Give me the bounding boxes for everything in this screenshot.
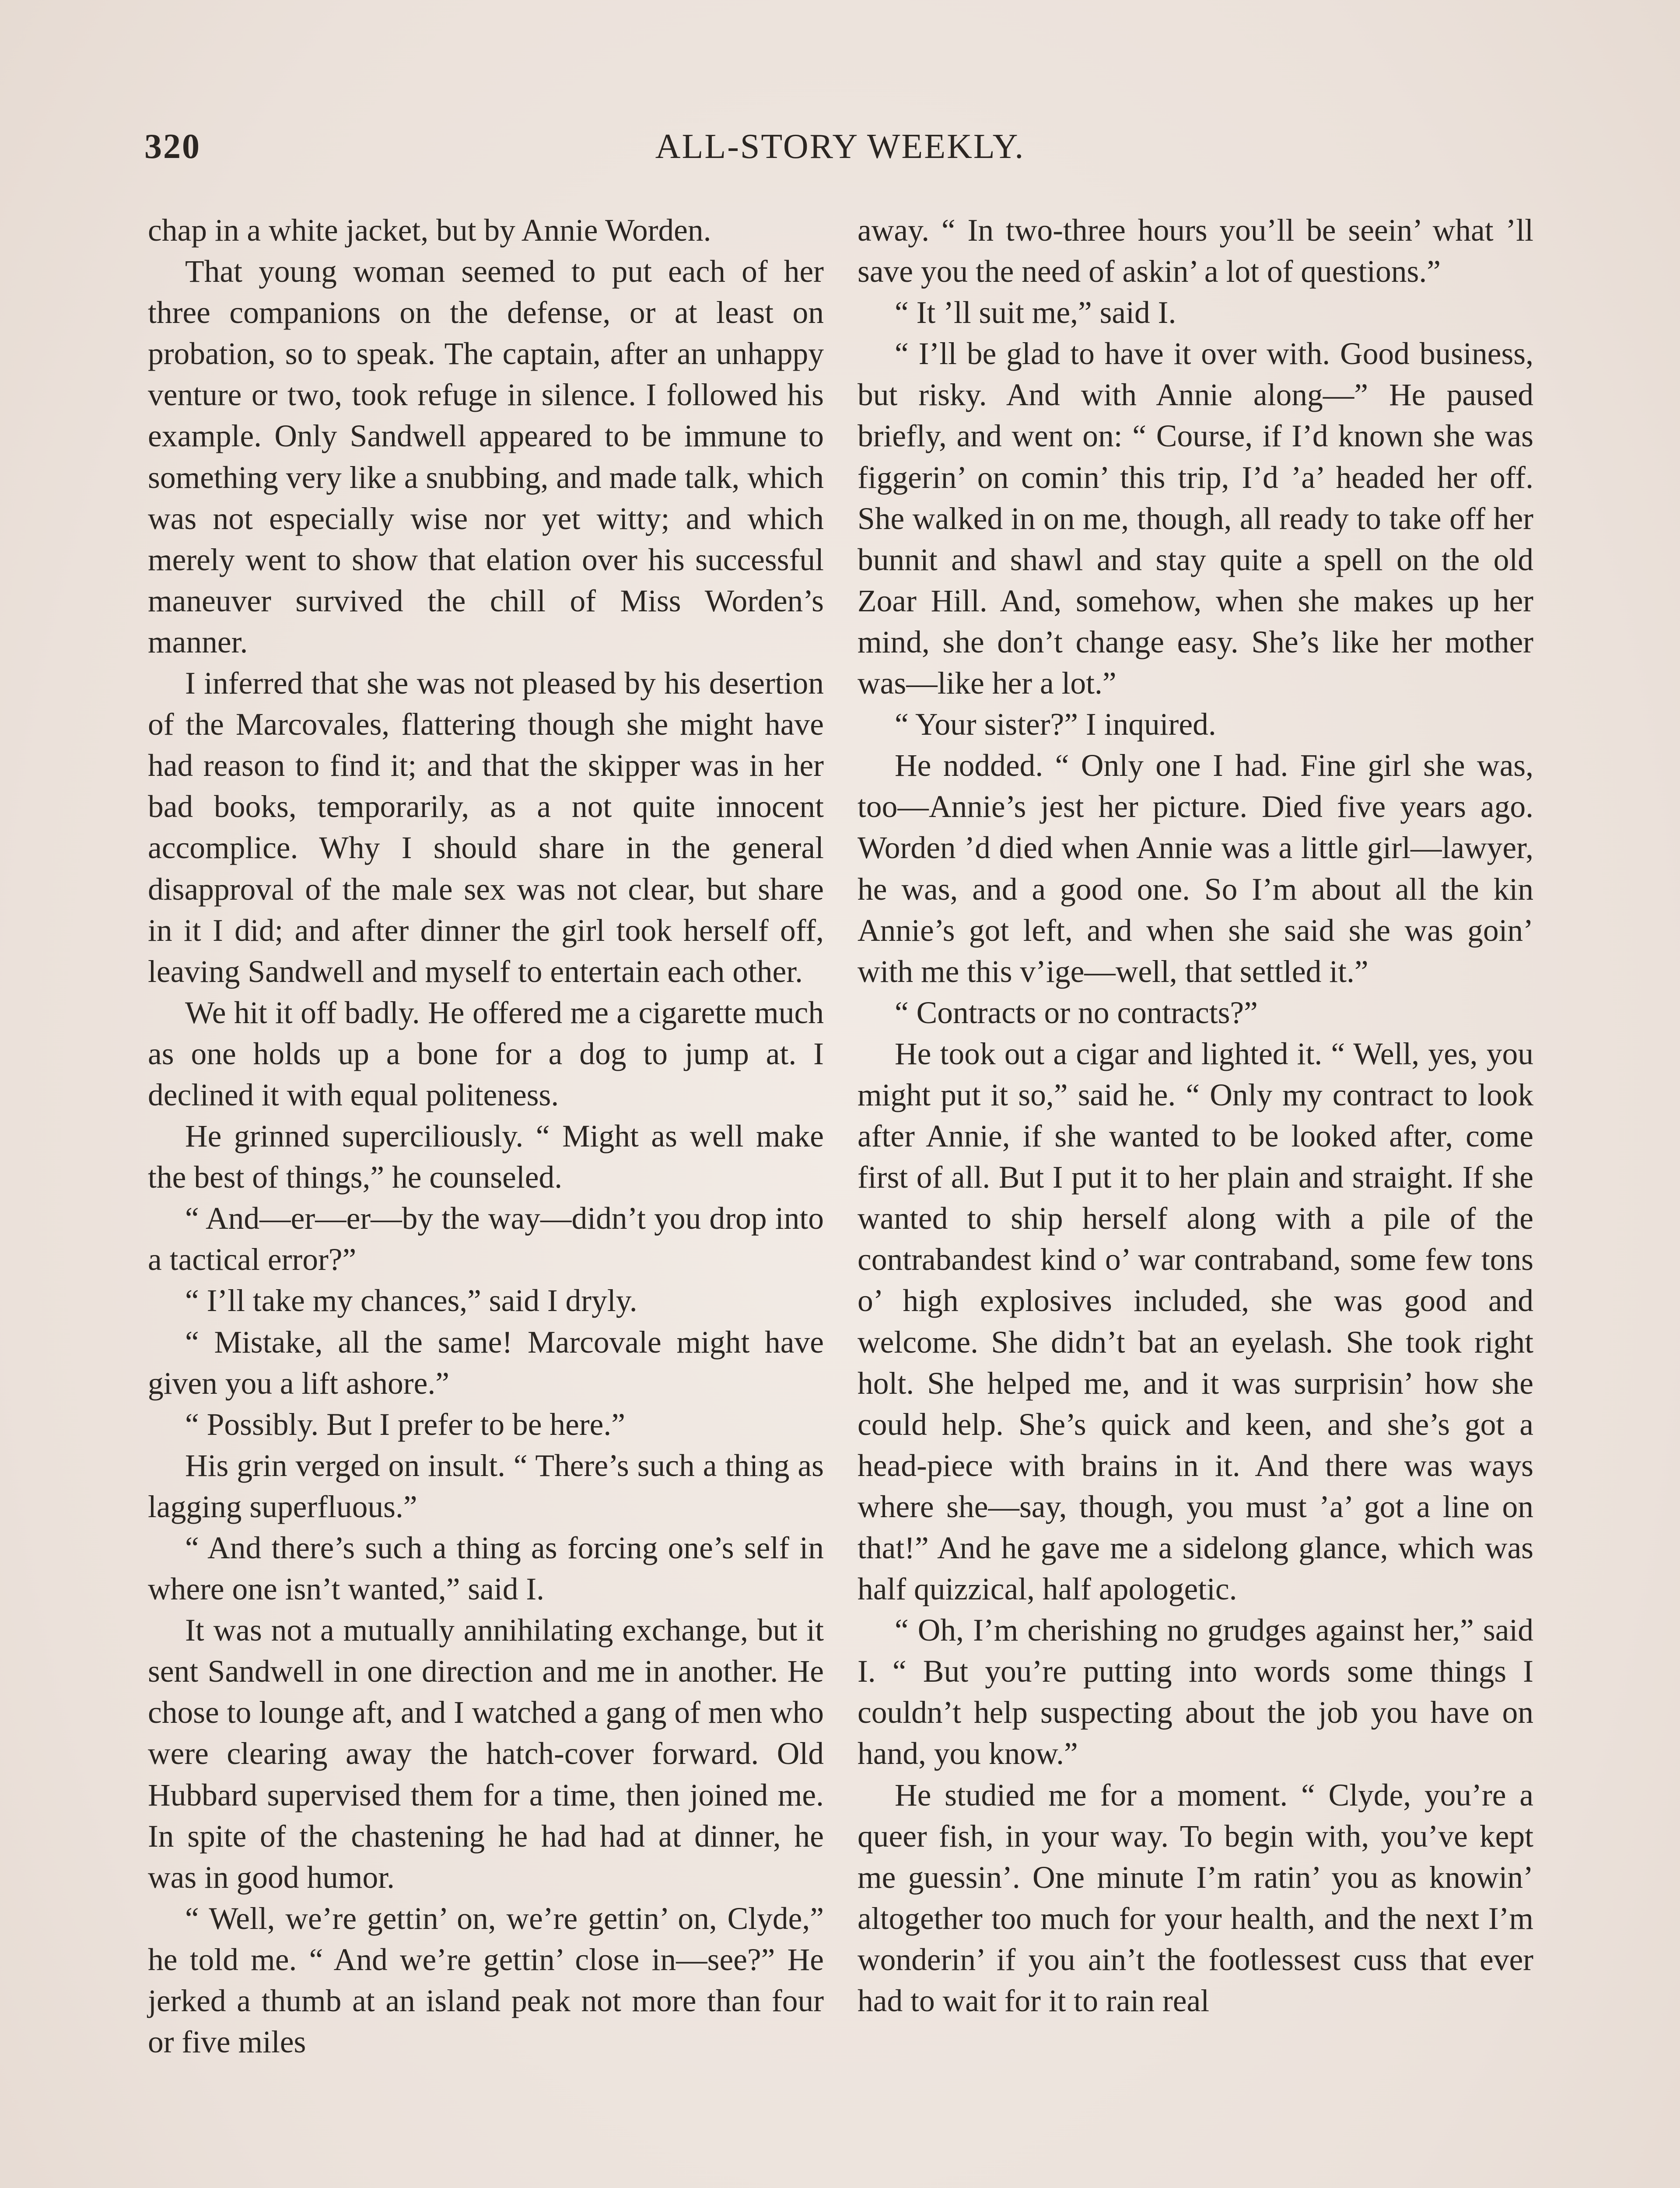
paragraph: He took out a cigar and lighted it. “ Well, yes, you might put it so,” said he. “ Only my contract to look after Annie, if she wanted to be looked after, come first of all. But I put it to her plain and straight. If she wanted to ship herself along with a pile of the contrabandest kind o’ war contraband, some few tons o’ high explosives included, she was good and welcome. She didn’t bat an eyelash. She took right holt. She helped me, and it was surprisin’ how she could help. She’s quick and keen, and she’s got a head-piece with brains in it. And there was ways where she—say, though, you must ’a’ got a line on that!” And he gave me a sidelong glance, which was half quizzical, half apologetic. — [858, 1036, 1533, 1607]
paragraph: away. “ In two-three hours you’ll be seein’ what ’ll save you the need of askin’ a lot of questions.” — [858, 213, 1533, 289]
paragraph: “ Possibly. But I prefer to be here.” — [185, 1407, 625, 1442]
page-header — [144, 127, 1536, 179]
paragraph: That young woman seemed to put each of her three companions on the defense, or at least on probation, so to speak. The captain, after an unhappy venture or two, took refuge in silence. I followed his example. Only Sandwell appeared to be immune to something very like a snubbing, and made talk, which was not especially wise nor yet witty; and which merely went to show that elation over his successful maneuver survived the chill of Miss Worden’s manner. — [148, 254, 824, 659]
paragraph: “ Oh, I’m cherishing no grudges against her,” said I. “ But you’re putting into words some things I couldn’t help suspecting about the job you have on hand, you know.” — [858, 1613, 1533, 1771]
running-title: ALL-STORY WEEKLY. — [655, 127, 1025, 166]
paragraph: His grin verged on insult. “ There’s such a thing as lagging superfluous.” — [148, 1448, 824, 1524]
paragraph: “ And there’s such a thing as forcing one’s self in where one isn’t wanted,” said I. — [148, 1531, 824, 1607]
right-column — [858, 210, 1533, 2022]
paragraph: “ I’ll take my chances,” said I dryly. — [185, 1283, 637, 1318]
paragraph: “ Mistake, all the same! Marcovale might have given you a lift ashore.” — [148, 1325, 824, 1401]
paragraph: “ Well, we’re gettin’ on, we’re gettin’ on, Clyde,” he told me. “ And we’re gettin’ close in—see?” He jerked a thumb at an island peak not more than four or five miles — [148, 1901, 824, 2060]
paragraph: He nodded. “ Only one I had. Fine girl she was, too—Annie’s jest her picture. Died five years ago. Worden ’d died when Annie was a little girl—lawyer, he was, and a good one. So I’m about all the kin Annie’s got left, and when she said she was goin’ with me this v’ige—well, that settled it.” — [858, 748, 1533, 989]
paragraph: “ Contracts or no contracts?” — [895, 995, 1258, 1030]
paragraph: “ It ’ll suit me,” said I. — [895, 295, 1176, 330]
paragraph: “ Your sister?” I inquired. — [895, 707, 1216, 742]
left-column — [148, 210, 824, 2063]
paragraph: chap in a white jacket, but by Annie Worden. — [148, 213, 711, 248]
paragraph: “ And—er—er—by the way—didn’t you drop into a tactical error?” — [148, 1201, 824, 1277]
paragraph: I inferred that she was not pleased by his desertion of the Marcovales, flattering though she might have had reason to find it; and that the skipper was in her bad books, temporarily, as a not quite innocent accomplice. Why I should share in the general disapproval of the male sex was not clear, but share in it I did; and after dinner the girl took herself off, leaving Sandwell and myself to entertain each other. — [148, 666, 824, 989]
paragraph: He studied me for a moment. “ Clyde, you’re a queer fish, in your way. To begin with, you’ve kept me guessin’. One minute I’m ratin’ you as knowin’ altogether too much for your health, and the next I’m wonderin’ if you ain’t the footlessest cuss that ever had to wait for it to rain real — [858, 1778, 1533, 2019]
paragraph: “ I’ll be glad to have it over with. Good business, but risky. And with Annie along—” He paused briefly, and went on: “ Course, if I’d known she was figgerin’ on comin’ this trip, I’d ’a’ headed her off. She walked in on me, though, all ready to take off her bunnit and shawl and stay quite a spell on the old Zoar Hill. And, somehow, when she makes up her mind, she don’t change easy. She’s like her mother was—like her a lot.” — [858, 337, 1533, 701]
paragraph: He grinned superciliously. “ Might as well make the best of things,” he counseled. — [148, 1119, 824, 1195]
paragraph: It was not a mutually annihilating exchange, but it sent Sandwell in one direction and me in another. He chose to lounge aft, and I watched a gang of men who were clearing away the hatch-cover forward. Old Hubbard supervised them for a time, then joined me. In spite of the chastening he had had at dinner, he was in good humor. — [148, 1613, 824, 1895]
paragraph: We hit it off badly. He offered me a cigarette much as one holds up a bone for a dog to jump at. I declined it with equal politeness. — [148, 995, 824, 1112]
page-number: 320 — [144, 127, 201, 166]
